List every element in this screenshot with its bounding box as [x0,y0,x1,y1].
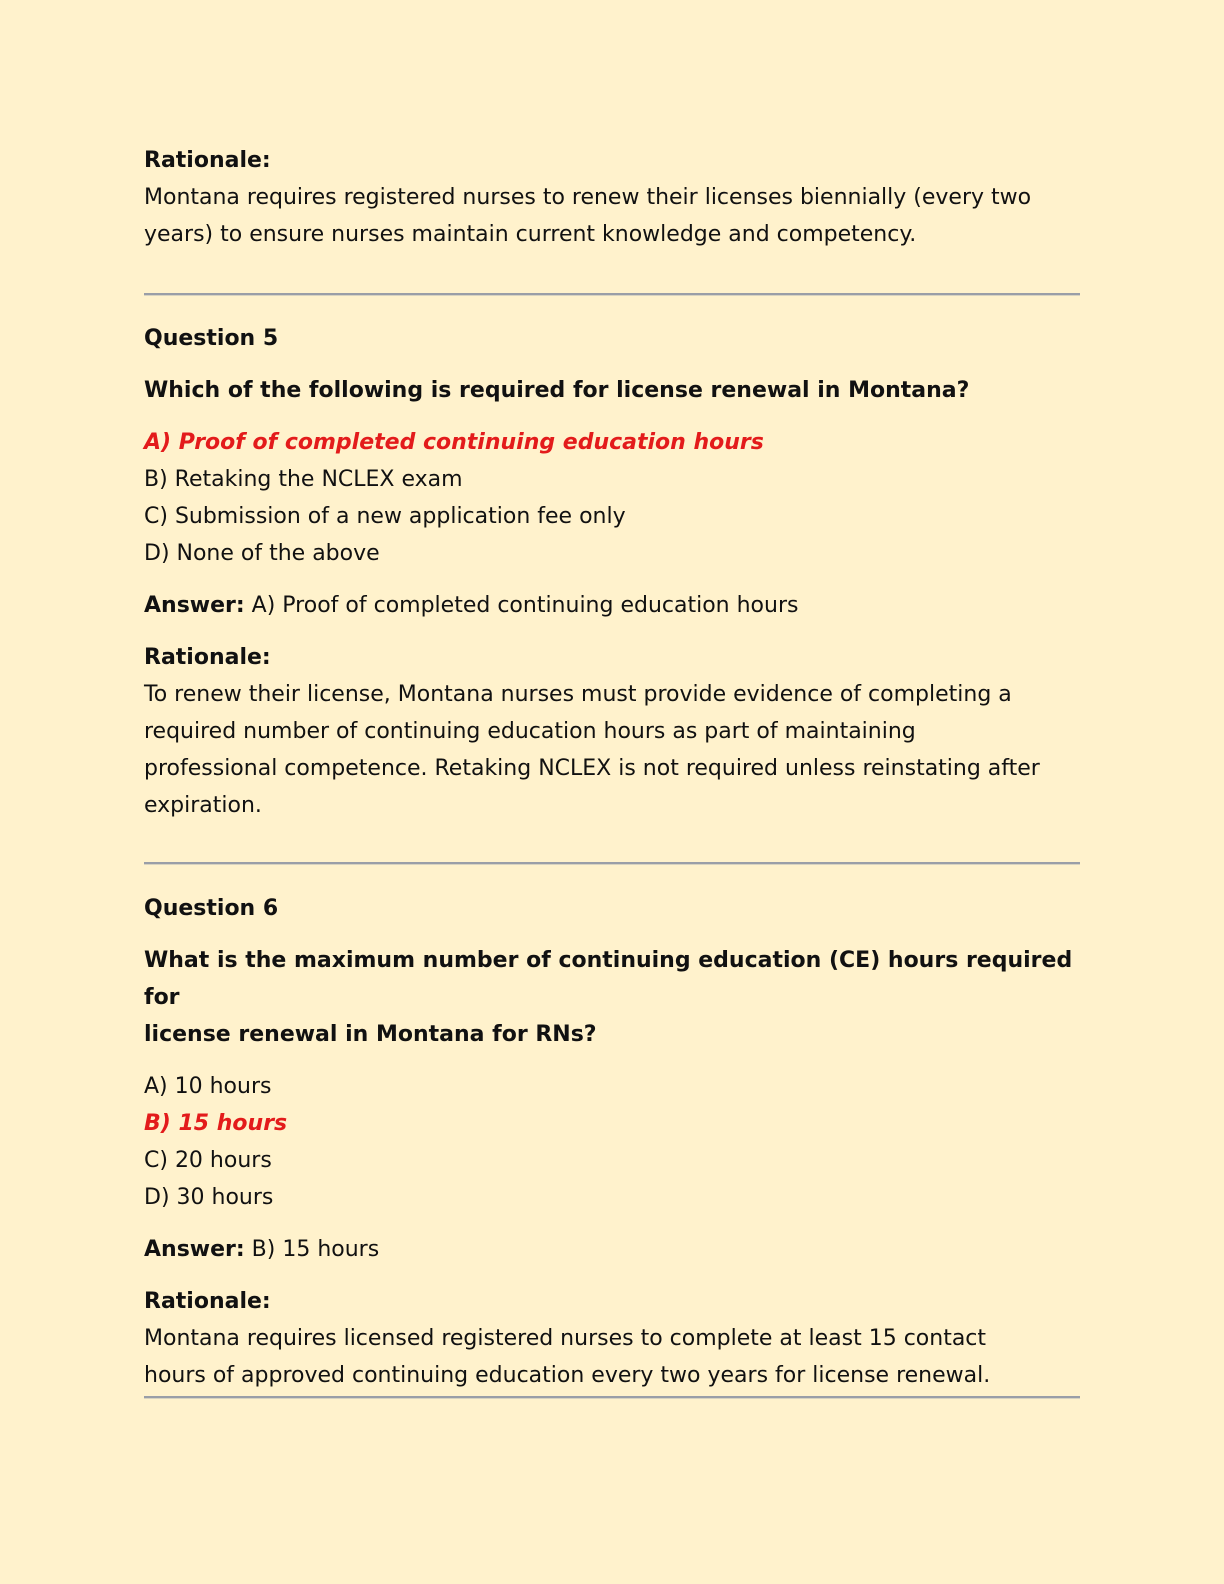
question-text: What is the maximum number of continuing education (CE) hours required for [144,948,1073,1010]
rationale-line: required number of continuing education hours as part of maintaining [144,719,916,744]
answer-line [144,1231,1084,1268]
section-divider [144,1396,1080,1398]
rationale-line: expiration. [144,793,262,818]
answer-label: Answer: [144,1237,245,1262]
option-d: D) None of the above [144,541,380,566]
question-text: license renewal in Montana for RNs? [144,1022,597,1047]
section-divider [144,293,1080,295]
option-c: C) 20 hours [144,1148,272,1173]
rationale-line: Montana requires registered nurses to renew their licenses biennially (every two [144,185,1032,210]
rationale-line: To renew their license, Montana nurses must provide evidence of completing a [144,682,1012,707]
option-b-correct: B) 15 hours [144,1111,288,1136]
option-c: C) Submission of a new application fee only [144,504,626,529]
rationale-label: Rationale: [144,1289,271,1314]
rationale-line: hours of approved continuing education every two years for license renewal. [144,1363,991,1388]
rationale-label: Rationale: [144,148,271,173]
option-a: A) 10 hours [144,1074,272,1099]
question-title: Question 6 [144,896,279,921]
rationale-line: professional competence. Retaking NCLEX is not required unless reinstating after [144,756,1040,781]
section-divider [144,862,1080,864]
option-b: B) Retaking the NCLEX exam [144,467,463,492]
option-d: D) 30 hours [144,1185,274,1210]
rationale-line: years) to ensure nurses maintain current knowledge and competency. [144,222,917,247]
answer-label: Answer: [144,593,245,618]
question-5-section [144,320,1084,824]
answer-value: B) 15 hours [244,1237,380,1262]
option-a-correct: A) Proof of completed continuing education hours [144,430,764,455]
answer-line [144,587,1084,624]
rationale-line: Montana requires licensed registered nurses to complete at least 15 contact [144,1326,987,1351]
rationale-top-section [144,142,1084,253]
question-title: Question 5 [144,326,279,351]
answer-value: A) Proof of completed continuing education hours [244,593,799,618]
question-text: Which of the following is required for license renewal in Montana? [144,378,970,403]
rationale-label: Rationale: [144,645,271,670]
option-list [144,1068,1084,1216]
option-list [144,424,1084,572]
question-6-section [144,890,1084,1394]
